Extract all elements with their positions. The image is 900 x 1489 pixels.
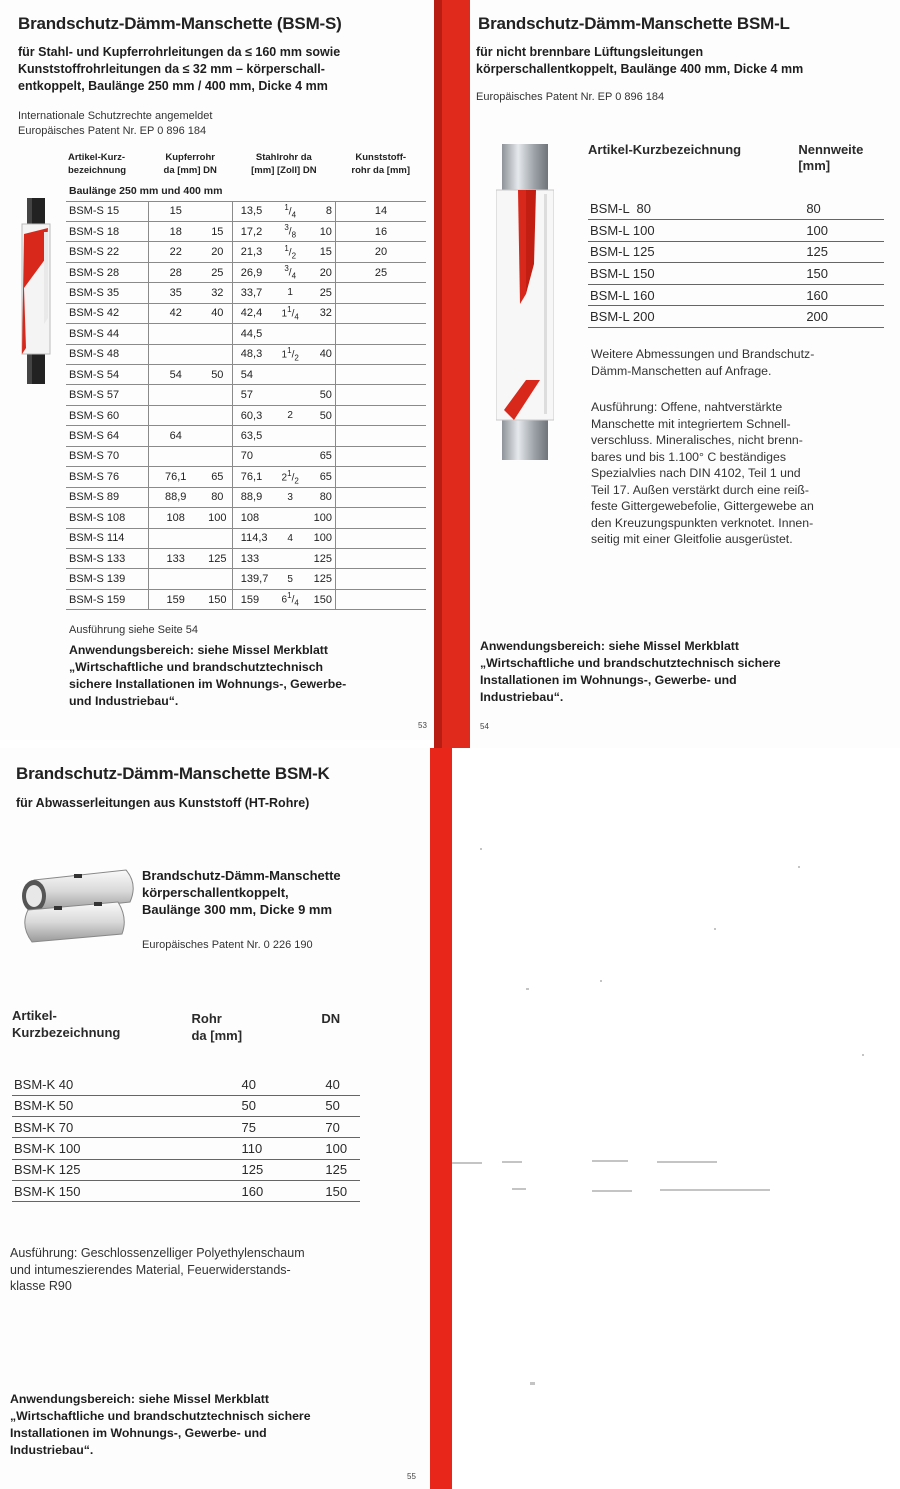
table-row [66,303,426,323]
stahl-zoll-cell: $^1/_2$ [274,242,306,262]
kunststoff-da-cell: 25 [335,262,426,282]
artikel-cell: BSM-L 200 [588,306,778,328]
stahl-dn-cell: 32 [306,303,335,323]
bsm-k-subtitle: für Abwasserleitungen aus Kunststoff (HT-Rohre) [16,796,310,810]
nennweite-cell: 100 [778,220,884,242]
kupfer-dn-cell [203,324,232,344]
table-row [12,1117,360,1138]
kunststoff-da-cell: 14 [335,201,426,221]
table-row [66,426,426,446]
kunststoff-da-cell [335,385,426,405]
kunststoff-da-cell [335,446,426,466]
stahl-zoll-cell: $6^1/_4$ [274,589,306,609]
bsm-k-anwendung: Anwendungsbereich: siehe Missel Merkblatt „Wirtschaftliche und brandschutztechnisch sichere Installationen im Wohnungs-, Gewerbe- und Industriebau“. [10,1392,311,1457]
stahl-da-cell: 114,3 [232,528,274,548]
kupfer-dn-cell: 25 [203,262,232,282]
stahl-dn-cell: 65 [306,446,335,466]
table-row [66,589,426,609]
table-row [12,1159,360,1180]
stahl-da-cell: 17,2 [232,221,274,241]
kupfer-da-cell: 22 [148,242,203,262]
stahl-zoll-cell: $2^1/_2$ [274,467,306,487]
stahl-dn-cell [306,324,335,344]
kunststoff-da-cell [335,508,426,528]
table-row [66,365,426,385]
stahl-da-cell: 33,7 [232,283,274,303]
stahl-da-cell: 44,5 [232,324,274,344]
bsm-s-ausfuehrung: Ausführung siehe Seite 54 [69,624,199,636]
artikel-cell: BSM-K 70 [12,1117,139,1138]
kunststoff-da-cell [335,303,426,323]
artikel-cell: BSM-S 57 [66,385,148,405]
kupfer-da-cell [148,446,203,466]
table-row [66,467,426,487]
table-row [588,306,884,328]
kupfer-dn-cell: 100 [203,508,232,528]
kupfer-da-cell: 159 [148,589,203,609]
stahl-da-cell: 159 [232,589,274,609]
kunststoff-da-cell [335,487,426,507]
kupfer-da-cell: 35 [148,283,203,303]
table-row [66,344,426,364]
stahl-dn-cell: 8 [306,201,335,221]
artikel-cell: BSM-S 139 [66,569,148,589]
stahl-da-cell: 63,5 [232,426,274,446]
stahl-da-cell: 26,9 [232,262,274,282]
kupfer-da-cell [148,344,203,364]
page-number-53: 53 [418,721,427,730]
stahl-da-cell: 13,5 [232,201,274,221]
artikel-cell: BSM-S 133 [66,548,148,568]
artikel-cell: BSM-S 76 [66,467,148,487]
bsm-k-ausfuehrung: Ausführung: Geschlossenzelliger Polyethylenschaum und intumeszierendes Material, Feuerwiderstands- klasse R90 [10,1246,305,1293]
nennweite-cell: 80 [778,198,884,220]
section-label: Baulänge 250 mm und 400 mm [66,181,426,201]
artikel-cell: BSM-K 40 [12,1074,139,1095]
stahl-dn-cell: 125 [306,548,335,568]
header-stahlrohr: Stahlrohr da [mm] [Zoll] DN [251,152,317,176]
bsm-k-half-shell-illustration [14,866,138,944]
table-row [588,241,884,263]
stahl-dn-cell: 100 [306,528,335,548]
stahl-dn-cell [306,365,335,385]
kunststoff-da-cell [335,283,426,303]
stahl-dn-cell: 100 [306,508,335,528]
stahl-dn-cell: 65 [306,467,335,487]
kunststoff-da-cell [335,548,426,568]
nennweite-cell: 200 [778,306,884,328]
page-56-show-through [452,748,900,1489]
artikel-cell: BSM-L 150 [588,263,778,285]
artikel-cell: BSM-S 48 [66,344,148,364]
rohr-da-cell: 110 [139,1138,287,1159]
header-rohr: Rohr da [mm] [191,1011,243,1043]
table-row [66,242,426,262]
stahl-zoll-cell: 5 [274,569,306,589]
artikel-cell: BSM-K 150 [12,1180,139,1201]
dn-cell: 150 [287,1180,360,1201]
bsm-l-table [588,142,884,328]
dn-cell: 70 [287,1117,360,1138]
stahl-dn-cell: 125 [306,569,335,589]
artikel-cell: BSM-L 160 [588,284,778,306]
bsm-s-table [66,149,426,610]
kupfer-da-cell: 76,1 [148,467,203,487]
kupfer-dn-cell [203,569,232,589]
header-kupferrohr: Kupferrohr da [mm] DN [163,152,217,176]
table-row [66,405,426,425]
rohr-da-cell: 75 [139,1117,287,1138]
red-band-shadow [434,0,442,748]
bsm-k-product-description: Brandschutz-Dämm-Manschette körperschallentkoppelt, Baulänge 300 mm, Dicke 9 mm [142,868,341,917]
kupfer-dn-cell: 150 [203,589,232,609]
kunststoff-da-cell: 20 [335,242,426,262]
table-row [66,487,426,507]
artikel-cell: BSM-S 35 [66,283,148,303]
header-nennweite: Nennweite [mm] [798,142,864,173]
kupfer-da-cell: 108 [148,508,203,528]
kupfer-da-cell: 15 [148,201,203,221]
kunststoff-da-cell [335,405,426,425]
kupfer-da-cell [148,385,203,405]
kupfer-dn-cell: 20 [203,242,232,262]
stahl-da-cell: 48,3 [232,344,274,364]
kupfer-dn-cell: 65 [203,467,232,487]
table-row [12,1180,360,1201]
kupfer-dn-cell: 15 [203,221,232,241]
stahl-zoll-cell: 3 [274,487,306,507]
page-number-55: 55 [407,1472,416,1481]
kupfer-da-cell: 42 [148,303,203,323]
kunststoff-da-cell [335,589,426,609]
stahl-zoll-cell [274,446,306,466]
stahl-dn-cell: 80 [306,487,335,507]
table-row [66,262,426,282]
stahl-zoll-cell [274,508,306,528]
artikel-cell: BSM-K 100 [12,1138,139,1159]
bsm-l-anwendung: Anwendungsbereich: siehe Missel Merkblatt „Wirtschaftliche und brandschutztechnisch sichere Installationen im Wohnungs-, Gewerbe- und Industriebau“. [480,639,781,704]
red-binding-band-bottom [430,748,452,1489]
page-number-54: 54 [480,722,489,731]
artikel-cell: BSM-L 100 [588,220,778,242]
stahl-zoll-cell [274,365,306,385]
rohr-da-cell: 40 [139,1074,287,1095]
kupfer-da-cell [148,405,203,425]
artikel-cell: BSM-S 18 [66,221,148,241]
stahl-zoll-cell: $1^1/_4$ [274,303,306,323]
stahl-zoll-cell: 2 [274,405,306,425]
artikel-cell: BSM-S 15 [66,201,148,221]
stahl-da-cell: 21,3 [232,242,274,262]
stahl-da-cell: 108 [232,508,274,528]
nennweite-cell: 150 [778,263,884,285]
header-artikel-kurzbezeichnung-k: Artikel- Kurzbezeichnung [12,1008,121,1040]
kupfer-da-cell: 18 [148,221,203,241]
stahl-dn-cell: 150 [306,589,335,609]
table-row [66,528,426,548]
kunststoff-da-cell [335,426,426,446]
bsm-l-subtitle: für nicht brennbare Lüftungsleitungen körperschallentkoppelt, Baulänge 400 mm, Dicke 4 mm [476,45,804,76]
bsm-l-ausfuehrung: Ausführung: Offene, nahtverstärkte Manschette mit integriertem Schnell- verschluss. Mineralisches, nicht brenn- bares und bis 1.100° C beständiges Spezialvlies nach DIN 4102, Teil 1 und Teil 17. Außen verstärkt durch eine reiß- feste Gittergewebefolie, Gittergewebe an den Kreuzungspunkten verknotet. Innen- seitig mit einer Gleitfolie ausgerüstet. [591,400,814,546]
artikel-cell: BSM-S 64 [66,426,148,446]
bsm-s-subtitle: für Stahl- und Kupferrohrleitungen da ≤ 160 mm sowie Kunststoffrohrleitungen da ≤ 32 mm – körperschall- entkoppelt, Baulänge 250 mm / 400 mm, Dicke 4 mm [18,45,341,93]
stahl-da-cell: 54 [232,365,274,385]
bsm-s-anwendung: Anwendungsbereich: siehe Missel Merkblatt „Wirtschaftliche und brandschutztechnisch sichere Installationen im Wohnungs-, Gewerbe- und Industriebau“. [69,643,347,708]
table-row [66,283,426,303]
stahl-da-cell: 57 [232,385,274,405]
stahl-dn-cell: 40 [306,344,335,364]
artikel-cell: BSM-S 54 [66,365,148,385]
stahl-zoll-cell: 4 [274,528,306,548]
bsm-k-patent-note: Europäisches Patent Nr. 0 226 190 [142,939,313,951]
artikel-cell: BSM-S 108 [66,508,148,528]
stahl-zoll-cell: $^3/_4$ [274,262,306,282]
kupfer-da-cell [148,324,203,344]
kunststoff-da-cell [335,344,426,364]
kunststoff-da-cell [335,569,426,589]
header-kunststoffrohr: Kunststoff- rohr da [mm] [351,152,411,176]
table-row [588,263,884,285]
kupfer-da-cell: 64 [148,426,203,446]
artikel-cell: BSM-S 159 [66,589,148,609]
kupfer-dn-cell [203,385,232,405]
table-row [12,1074,360,1095]
dn-cell: 50 [287,1095,360,1116]
stahl-dn-cell: 25 [306,283,335,303]
kunststoff-da-cell [335,324,426,344]
table-row [66,446,426,466]
stahl-zoll-cell [274,426,306,446]
kupfer-dn-cell [203,201,232,221]
artikel-cell: BSM-S 89 [66,487,148,507]
stahl-zoll-cell: $^1/_4$ [274,201,306,221]
rohr-da-cell: 160 [139,1180,287,1201]
stahl-dn-cell [306,426,335,446]
bsm-k-title: Brandschutz-Dämm-Manschette BSM-K [16,764,330,783]
nennweite-cell: 160 [778,284,884,306]
artikel-cell: BSM-K 50 [12,1095,139,1116]
stahl-zoll-cell [274,385,306,405]
rohr-da-cell: 50 [139,1095,287,1116]
bsm-s-pipe-illustration [18,198,54,384]
table-row [12,1138,360,1159]
table-row [66,569,426,589]
artikel-cell: BSM-L 80 [588,198,778,220]
table-row [66,221,426,241]
kunststoff-da-cell [335,365,426,385]
table-row [12,1095,360,1116]
stahl-da-cell: 88,9 [232,487,274,507]
artikel-cell: BSM-S 22 [66,242,148,262]
dn-cell: 125 [287,1159,360,1180]
bsm-l-patent-note: Europäisches Patent Nr. EP 0 896 184 [476,91,665,103]
bsm-l-weitere: Weitere Abmessungen und Brandschutz- Dämm-Manschetten auf Anfrage. [591,347,815,378]
stahl-da-cell: 76,1 [232,467,274,487]
artikel-cell: BSM-S 42 [66,303,148,323]
artikel-cell: BSM-K 125 [12,1159,139,1180]
table-row [66,508,426,528]
kunststoff-da-cell [335,528,426,548]
kupfer-dn-cell: 32 [203,283,232,303]
dn-cell: 100 [287,1138,360,1159]
kupfer-dn-cell [203,405,232,425]
artikel-cell: BSM-S 60 [66,405,148,425]
artikel-cell: BSM-S 70 [66,446,148,466]
table-row [588,198,884,220]
kupfer-dn-cell: 40 [203,303,232,323]
artikel-cell: BSM-L 125 [588,241,778,263]
table-row [588,220,884,242]
bsm-l-pipe-illustration [496,144,554,460]
stahl-dn-cell: 20 [306,262,335,282]
dn-cell: 40 [287,1074,360,1095]
table-row [66,201,426,221]
table-row [66,385,426,405]
stahl-da-cell: 70 [232,446,274,466]
header-artikel: Artikel-Kurz- bezeichnung [68,152,127,176]
kupfer-da-cell: 28 [148,262,203,282]
kupfer-da-cell: 54 [148,365,203,385]
table-row [66,548,426,568]
stahl-da-cell: 139,7 [232,569,274,589]
kupfer-dn-cell [203,528,232,548]
nennweite-cell: 125 [778,241,884,263]
kupfer-da-cell [148,528,203,548]
rohr-da-cell: 125 [139,1159,287,1180]
bsm-l-title: Brandschutz-Dämm-Manschette BSM-L [478,14,790,33]
header-artikel-kurzbezeichnung: Artikel-Kurzbezeichnung [588,142,742,157]
stahl-dn-cell: 10 [306,221,335,241]
stahl-dn-cell: 50 [306,405,335,425]
stahl-da-cell: 42,4 [232,303,274,323]
bsm-k-table [12,1007,360,1202]
stahl-da-cell: 133 [232,548,274,568]
header-dn: DN [321,1011,341,1026]
table-row [588,284,884,306]
kupfer-dn-cell [203,426,232,446]
table-row [66,324,426,344]
kupfer-dn-cell: 125 [203,548,232,568]
artikel-cell: BSM-S 28 [66,262,148,282]
artikel-cell: BSM-S 44 [66,324,148,344]
kupfer-dn-cell [203,446,232,466]
kunststoff-da-cell: 16 [335,221,426,241]
stahl-dn-cell: 15 [306,242,335,262]
stahl-zoll-cell: 1 [274,283,306,303]
kupfer-da-cell [148,569,203,589]
kupfer-da-cell: 133 [148,548,203,568]
artikel-cell: BSM-S 114 [66,528,148,548]
kunststoff-da-cell [335,467,426,487]
stahl-zoll-cell [274,324,306,344]
bsm-s-title: Brandschutz-Dämm-Manschette (BSM-S) [18,14,342,33]
bsm-s-patent-note: Internationale Schutzrechte angemeldet Europäisches Patent Nr. EP 0 896 184 [18,110,213,137]
kupfer-dn-cell: 50 [203,365,232,385]
stahl-zoll-cell [274,548,306,568]
stahl-zoll-cell: $^3/_8$ [274,221,306,241]
stahl-dn-cell: 50 [306,385,335,405]
kupfer-dn-cell [203,344,232,364]
kupfer-da-cell: 88,9 [148,487,203,507]
kupfer-dn-cell: 80 [203,487,232,507]
stahl-da-cell: 60,3 [232,405,274,425]
stahl-zoll-cell: $1^1/_2$ [274,344,306,364]
